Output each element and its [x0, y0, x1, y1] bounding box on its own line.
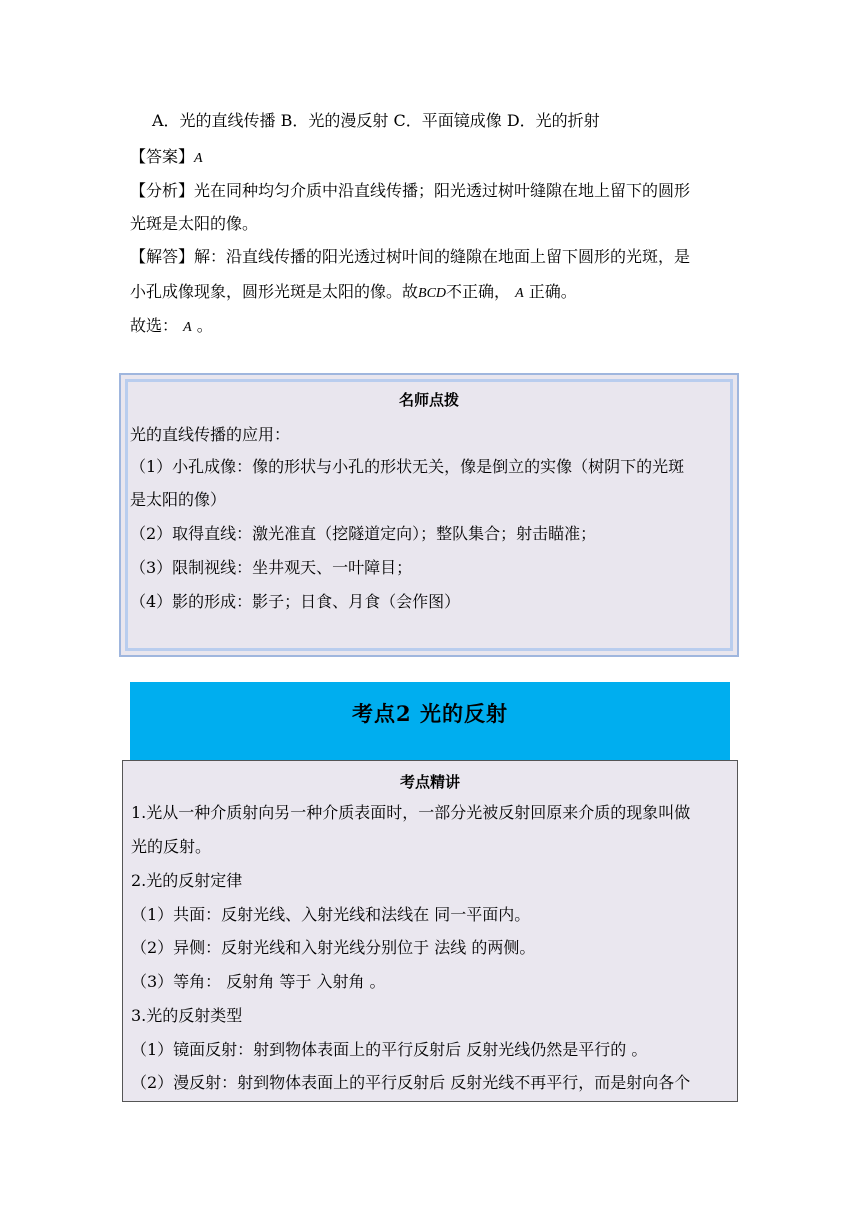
key-point-line: 3.光的反射类型	[131, 1006, 243, 1025]
teacher-tip-title: 名师点拨	[398, 391, 459, 409]
tip-line: （1）小孔成像：像的形状与小孔的形状无关，像是倒立的实像（树阴下的光斑	[130, 457, 685, 476]
key-point-line: （1）共面：反射光线、入射光线和法线在 同一平面内。	[131, 905, 531, 924]
tip-line: （2）取得直线：激光准直（挖隧道定向）；整队集合；射击瞄准；	[130, 524, 597, 543]
choice-line	[130, 316, 213, 338]
tip-line: 是太阳的像）	[130, 490, 227, 509]
analysis-line-2: 光斑是太阳的像。	[130, 214, 259, 233]
key-point-line: （2）漫反射：射到物体表面上的平行反射后 反射光线不再平行，而是射向各个	[131, 1073, 691, 1092]
choice-value: A	[183, 320, 192, 335]
key-point-line: （2）异侧：反射光线和入射光线分别位于 法线 的两侧。	[131, 938, 536, 957]
section-banner-title: 考点2 光的反射	[352, 701, 508, 726]
answer-value: A	[194, 151, 203, 166]
solution-text-c: 不正确，	[446, 282, 511, 301]
answer-label: 【答案】	[130, 147, 195, 166]
choice-label: 故选：	[130, 316, 179, 335]
solution-text-a: 小孔成像现象，圆形光斑是太阳的像。故	[130, 282, 419, 301]
key-point-line: （1）镜面反射：射到物体表面上的平行反射后 反射光线仍然是平行的 。	[131, 1040, 648, 1059]
key-points-title: 考点精讲	[399, 773, 460, 791]
choice-end: 。	[196, 316, 213, 335]
solution-correct-option: A	[515, 286, 524, 301]
key-point-line: 1.光从一种介质射向另一种介质表面时，一部分光被反射回原来介质的现象叫做	[131, 803, 691, 822]
tip-line: （4）影的形成：影子；日食、月食（会作图）	[130, 592, 461, 611]
solution-wrong-options: BCD	[418, 286, 447, 301]
answer-line	[130, 147, 203, 169]
solution-text-e: 正确。	[528, 282, 577, 301]
key-point-line: 光的反射。	[131, 837, 212, 856]
key-point-line: 2.光的反射定律	[131, 871, 243, 890]
options-line: A．光的直线传播 B．光的漫反射 C．平面镜成像 D．光的折射	[152, 111, 600, 130]
analysis-line-1: 【分析】光在同种均匀介质中沿直线传播；阳光透过树叶缝隙在地上留下的圆形	[130, 181, 691, 200]
key-points-box	[122, 760, 738, 1102]
solution-line-1: 【解答】解：沿直线传播的阳光透过树叶间的缝隙在地面上留下圆形的光斑，是	[130, 247, 691, 266]
key-point-line: （3）等角： 反射角 等于 入射角 。	[131, 972, 386, 991]
teacher-tip-box	[119, 373, 739, 657]
section-banner	[130, 682, 730, 760]
tip-line: 光的直线传播的应用：	[130, 425, 291, 444]
tip-line: （3）限制视线：坐井观天、一叶障目；	[130, 558, 413, 577]
solution-line-2	[130, 282, 577, 304]
